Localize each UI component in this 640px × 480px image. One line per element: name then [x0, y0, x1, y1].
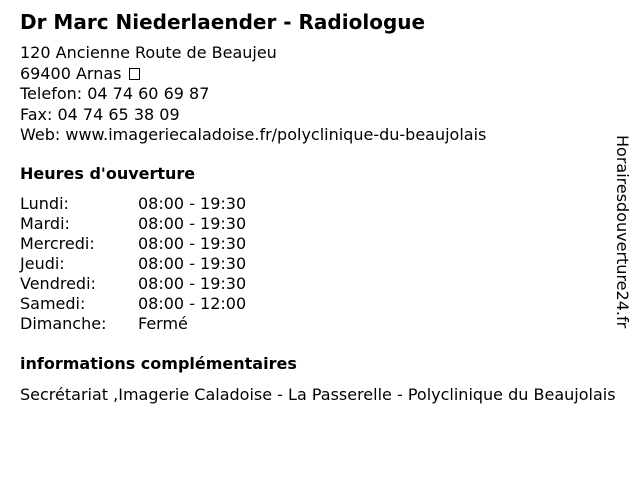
- web-line: Web: www.imageriecaladoise.fr/polyclinique-du-beaujolais: [20, 125, 487, 144]
- phone-line: Telefon: 04 74 60 69 87: [20, 84, 210, 103]
- day-label: Vendredi:: [20, 274, 96, 293]
- address-block: [20, 43, 486, 146]
- time-value: 08:00 - 19:30: [138, 194, 247, 213]
- time-value: 08:00 - 19:30: [138, 214, 247, 233]
- day-label: Samedi:: [20, 294, 86, 313]
- day-label: Mardi:: [20, 214, 70, 233]
- additional-info-heading: informations complémentaires: [20, 354, 297, 373]
- day-label: Mercredi:: [20, 234, 95, 253]
- additional-info-text: Secrétariat ,Imagerie Caladoise - La Passerelle - Polyclinique du Beaujolais: [20, 385, 616, 404]
- time-value: 08:00 - 12:00: [138, 294, 247, 313]
- time-value: 08:00 - 19:30: [138, 254, 247, 273]
- day-label: Dimanche:: [20, 314, 107, 333]
- city-text: 69400 Arnas: [20, 63, 122, 83]
- opening-hours-heading: Heures d'ouverture: [20, 164, 196, 183]
- site-watermark: Horairesdouverture24.fr: [613, 135, 632, 329]
- time-value: 08:00 - 19:30: [138, 234, 247, 253]
- fax-line: Fax: 04 74 65 38 09: [20, 104, 180, 124]
- day-label: Jeudi:: [20, 254, 65, 273]
- page-title: Dr Marc Niederlaender - Radiologue: [20, 10, 426, 34]
- missing-glyph-box-icon: [129, 68, 140, 80]
- city-line: [20, 64, 486, 85]
- day-label: Lundi:: [20, 194, 69, 213]
- street-address: 120 Ancienne Route de Beaujeu: [20, 43, 277, 62]
- time-value: 08:00 - 19:30: [138, 274, 247, 293]
- time-value: Fermé: [138, 314, 188, 333]
